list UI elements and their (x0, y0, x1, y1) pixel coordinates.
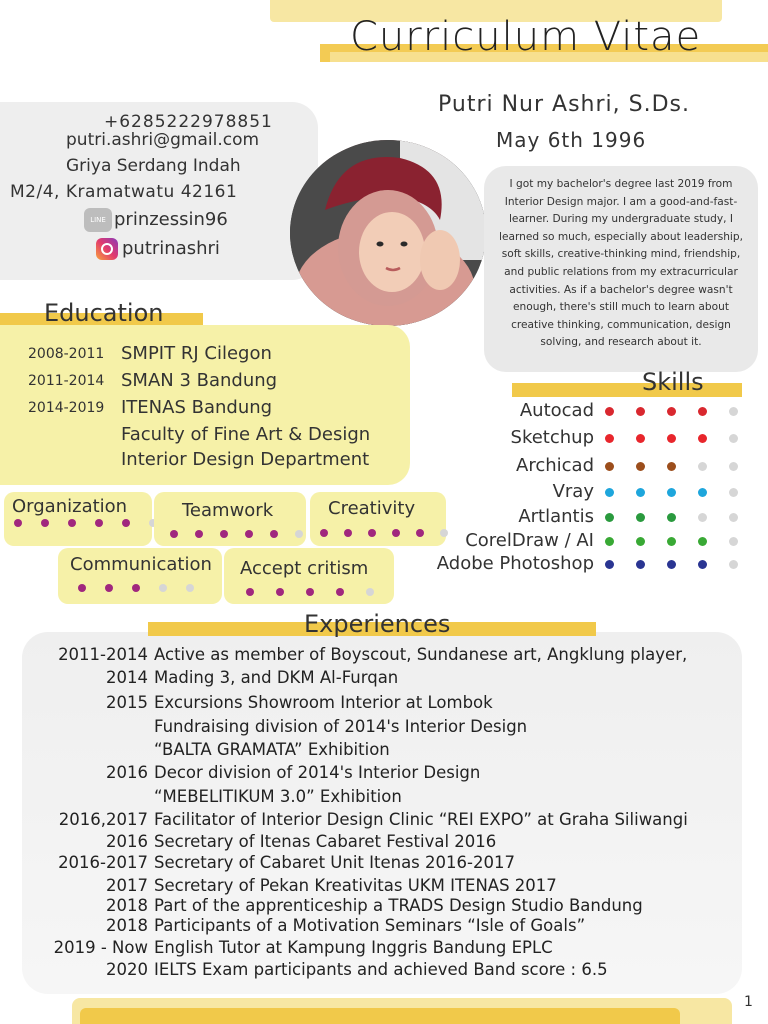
skill-name: Sketchup (510, 427, 594, 448)
line-app-icon: LINE (84, 208, 112, 232)
line-contact (84, 208, 228, 232)
soft-skill-label: Teamwork (182, 500, 274, 521)
education-years: 2014-2019 (28, 400, 105, 416)
skills-heading-bar (512, 383, 742, 397)
experience-description: Part of the apprenticeship a TRADS Design Studio Bandung (154, 896, 643, 915)
skill-dot-filled (667, 560, 676, 569)
skill-name: Artlantis (518, 506, 594, 527)
skill-dot-filled (636, 537, 645, 546)
experience-description: Participants of a Motivation Seminars “Isle of Goals” (154, 916, 586, 935)
page-title: Curriculum Vitae (350, 14, 702, 60)
skill-dot-empty (698, 462, 707, 471)
experience-year: 2011-2014 (58, 645, 148, 664)
instagram-handle: putrinashri (122, 238, 220, 259)
experience-description: English Tutor at Kampung Inggris Bandung EPLC (154, 938, 553, 957)
skill-dot-filled (605, 462, 614, 471)
instagram-icon (96, 238, 118, 260)
soft-skill-dot-filled (132, 584, 140, 592)
experience-description: Secretary of Pekan Kreativitas UKM ITENAS 2017 (154, 876, 557, 895)
education-years: 2008-2011 (28, 346, 105, 362)
soft-skill-dot-empty (186, 584, 194, 592)
skill-dot-empty (698, 513, 707, 522)
experience-description: Secretary of Itenas Cabaret Festival 2016 (154, 832, 497, 851)
soft-skill-dot-filled (245, 530, 253, 538)
skill-dot-filled (605, 560, 614, 569)
soft-skill-dot-filled (270, 530, 278, 538)
skill-dot-empty (729, 560, 738, 569)
experience-year: 2015 (106, 693, 148, 712)
experience-description: “MEBELITIKUM 3.0” Exhibition (154, 787, 402, 806)
soft-skill-dot-empty (295, 530, 303, 538)
soft-skill-label: Creativity (328, 498, 416, 519)
skill-dot-filled (605, 537, 614, 546)
soft-skill-card (58, 548, 222, 604)
skill-dot-empty (729, 434, 738, 443)
skill-dot-filled (667, 434, 676, 443)
experience-year: 2014 (106, 668, 148, 687)
soft-skill-label: Communication (70, 554, 212, 575)
skill-dot-filled (636, 513, 645, 522)
skill-dot-filled (698, 434, 707, 443)
soft-skill-dot-filled (122, 519, 130, 527)
experience-year: 2019 - Now (53, 938, 148, 957)
soft-skill-dot-filled (41, 519, 49, 527)
skill-dot-filled (636, 560, 645, 569)
skill-name: CorelDraw / AI (465, 530, 594, 551)
skill-dot-filled (636, 407, 645, 416)
soft-skill-dot-filled (306, 588, 314, 596)
full-name: Putri Nur Ashri, S.Ds. (438, 92, 690, 117)
experience-description: Active as member of Boyscout, Sundanese art, Angklung player, (154, 645, 688, 664)
education-department: Interior Design Department (121, 449, 370, 470)
skill-dot-empty (729, 462, 738, 471)
soft-skill-dot-filled (68, 519, 76, 527)
profile-photo (290, 140, 486, 326)
experiences-heading: Experiences (304, 610, 451, 638)
skill-dot-empty (729, 513, 738, 522)
skill-dot-filled (698, 537, 707, 546)
skill-dot-empty (729, 488, 738, 497)
soft-skill-dot-filled (336, 588, 344, 596)
address-line-2: M2/4, Kramatwatu 42161 (10, 182, 238, 202)
skill-dot-filled (636, 488, 645, 497)
soft-skill-card (4, 492, 152, 546)
education-school: SMPIT RJ Cilegon (121, 343, 272, 364)
experience-description: Excursions Showroom Interior at Lombok (154, 693, 493, 712)
skill-dot-filled (605, 407, 614, 416)
education-years: 2011-2014 (28, 373, 105, 389)
experience-description: Facilitator of Interior Design Clinic “REI EXPO” at Graha Siliwangi (154, 810, 688, 829)
soft-skill-dot-filled (220, 530, 228, 538)
soft-skill-dot-filled (276, 588, 284, 596)
skill-dot-empty (729, 537, 738, 546)
skill-dot-filled (605, 488, 614, 497)
experience-description: Secretary of Cabaret Unit Itenas 2016-2017 (154, 853, 515, 872)
soft-skill-dot-filled (195, 530, 203, 538)
skill-dot-filled (667, 537, 676, 546)
skill-dot-filled (605, 434, 614, 443)
experience-description: IELTS Exam participants and achieved Band score : 6.5 (154, 960, 608, 979)
education-school: ITENAS Bandung (121, 397, 273, 418)
skill-dot-filled (698, 407, 707, 416)
skills-heading: Skills (642, 368, 704, 396)
skill-dot-filled (667, 462, 676, 471)
bottom-decor-band-inner (80, 1008, 680, 1024)
experience-year: 2016 (106, 832, 148, 851)
skill-name: Adobe Photoshop (436, 553, 594, 574)
experience-description: Decor division of 2014's Interior Design (154, 763, 481, 782)
skill-dot-filled (667, 488, 676, 497)
skill-dot-filled (667, 513, 676, 522)
instagram-contact (96, 238, 220, 260)
soft-skill-dot-filled (246, 588, 254, 596)
skill-dot-filled (698, 488, 707, 497)
skill-dot-filled (605, 513, 614, 522)
skill-name: Vray (552, 481, 594, 502)
soft-skill-dot-filled (95, 519, 103, 527)
education-school: SMAN 3 Bandung (121, 370, 278, 391)
about-box (484, 166, 758, 372)
skill-dot-filled (636, 434, 645, 443)
education-heading: Education (44, 299, 164, 327)
experience-description: “BALTA GRAMATA” Exhibition (154, 740, 390, 759)
skill-dot-filled (698, 560, 707, 569)
soft-skill-label: Organization (12, 496, 128, 517)
email-address: putri.ashri@gmail.com (66, 130, 260, 150)
experience-year: 2016-2017 (58, 853, 148, 872)
soft-skill-dot-filled (320, 529, 328, 537)
skill-name: Archicad (516, 455, 594, 476)
soft-skill-label: Accept critism (240, 558, 369, 579)
soft-skill-card (154, 492, 306, 546)
soft-skill-dot-filled (170, 530, 178, 538)
soft-skill-dot-filled (14, 519, 22, 527)
skill-dot-empty (729, 407, 738, 416)
about-text: I got my bachelor's degree last 2019 from Interior Design major. I am a good-and-fast-learner. During my undergraduate study, I learned so much, especially about leadership, soft skills, creative-thinking mind, friendship, and public relations from my extracurricular activities. As if a bachelor's degree wasn't enough, there's still much to learn about creative thinking, communication, design solving, and research about it. (499, 178, 743, 349)
soft-skill-dot-empty (366, 588, 374, 596)
skill-dot-filled (636, 462, 645, 471)
soft-skill-dot-empty (159, 584, 167, 592)
phone-number: +6285222978851 (104, 112, 273, 132)
experience-year: 2017 (106, 876, 148, 895)
experience-description: Mading 3, and DKM Al-Furqan (154, 668, 399, 687)
experience-description: Fundraising division of 2014's Interior Design (154, 717, 528, 736)
date-of-birth: May 6th 1996 (496, 128, 647, 152)
address-line-1: Griya Serdang Indah (66, 156, 241, 176)
soft-skill-dot-filled (78, 584, 86, 592)
skill-name: Autocad (519, 400, 594, 421)
experience-year: 2016 (106, 763, 148, 782)
page-number: 1 (744, 994, 753, 1010)
experience-year: 2018 (106, 916, 148, 935)
skill-dot-filled (667, 407, 676, 416)
soft-skill-dot-filled (105, 584, 113, 592)
experience-year: 2016,2017 (58, 810, 148, 829)
line-id: prinzessin96 (114, 209, 228, 230)
experience-year: 2018 (106, 896, 148, 915)
education-faculty: Faculty of Fine Art & Design (121, 424, 371, 445)
experience-year: 2020 (106, 960, 148, 979)
